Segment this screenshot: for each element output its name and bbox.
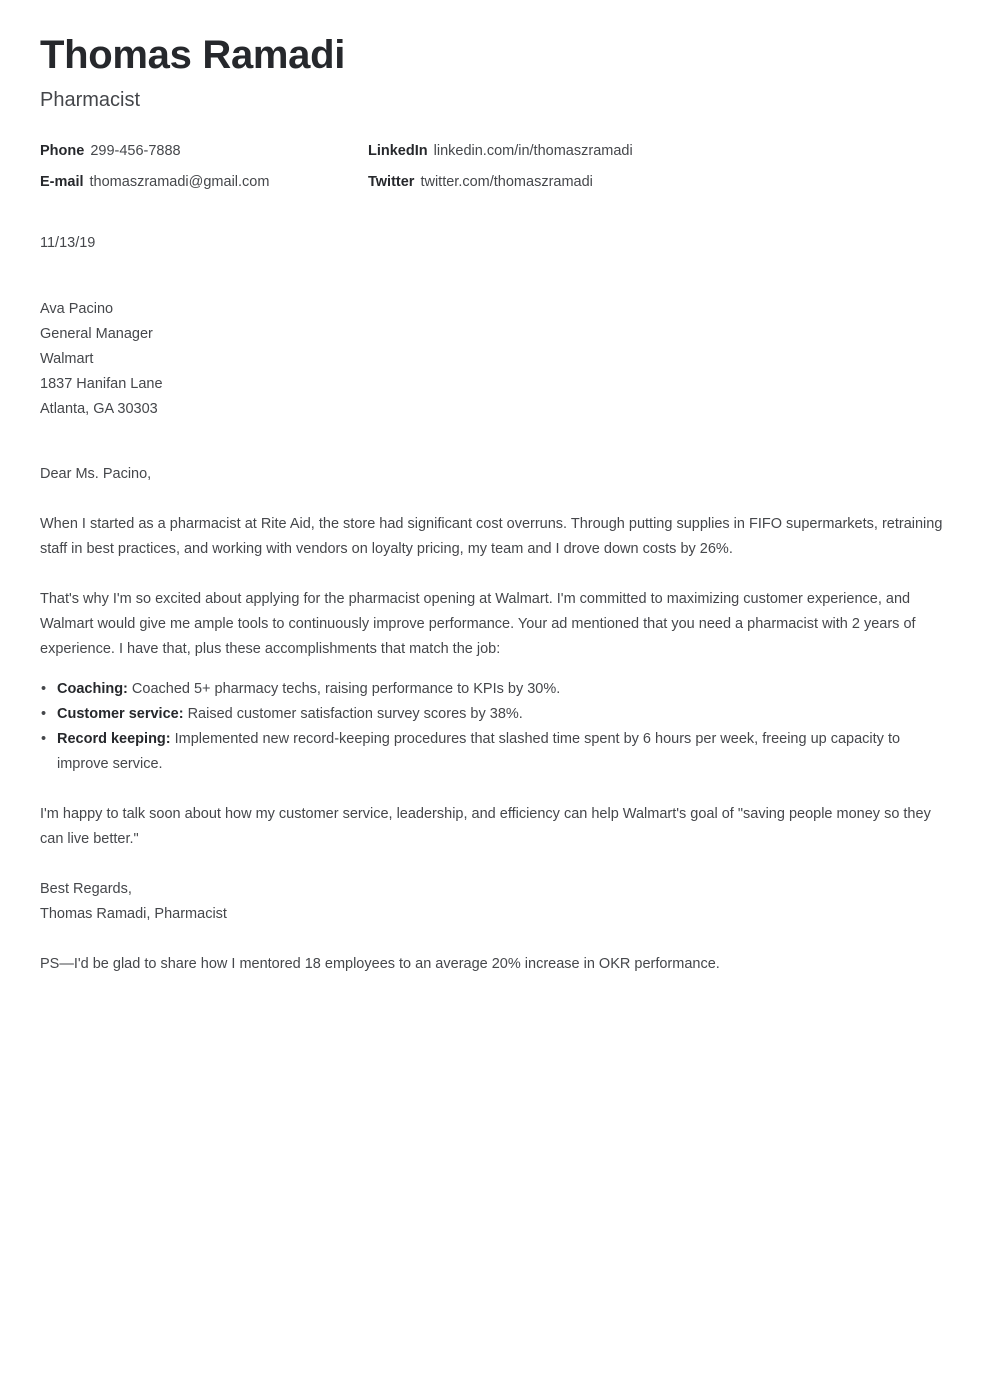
sign-off: Best Regards, xyxy=(40,880,132,897)
recipient-address xyxy=(40,297,950,422)
list-item xyxy=(40,702,950,727)
contact-email xyxy=(40,173,368,192)
contact-details xyxy=(40,142,950,192)
contact-twitter-label: Twitter xyxy=(368,173,415,190)
signature: Thomas Ramadi, Pharmacist xyxy=(40,905,227,922)
recipient-city-state-zip: Atlanta, GA 30303 xyxy=(40,401,158,418)
letter-date: 11/13/19 xyxy=(40,235,96,252)
postscript: PS—I'd be glad to share how I mentored 18 employees to an average 20% increase in OKR performance. xyxy=(40,955,720,972)
contact-linkedin-label: LinkedIn xyxy=(368,142,428,159)
recipient-title: General Manager xyxy=(40,326,153,343)
contact-phone-label: Phone xyxy=(40,142,85,159)
bullet-label: Coaching: xyxy=(57,680,128,697)
bullet-text: Coached 5+ pharmacy techs, raising performance to KPIs by 30%. xyxy=(131,680,561,697)
bullet-label: Customer service: xyxy=(57,705,184,722)
bullet-label: Record keeping: xyxy=(57,730,171,747)
list-item xyxy=(40,727,950,777)
list-item xyxy=(40,677,950,702)
achievements-list xyxy=(40,677,950,777)
bullet-text: Implemented new record-keeping procedures that slashed time spent by 6 hours per week, freeing up capacity to improve service. xyxy=(57,730,901,772)
letter-closing xyxy=(40,877,950,927)
contact-email-value[interactable]: thomaszramadi@gmail.com xyxy=(89,173,270,190)
job-title: Pharmacist xyxy=(40,88,141,111)
contact-phone xyxy=(40,142,368,161)
letter-body xyxy=(40,233,950,976)
body-paragraph-2: That's why I'm so excited about applying for the pharmacist opening at Walmart. I'm committed to maximizing customer experience, and Walmart would give me ample tools to continuously improve performance. Your ad mentioned that you need a pharmacist with 2 years of experience. I have that, plus these accomplishments that match the job: xyxy=(40,591,916,658)
contact-phone-value: 299-456-7888 xyxy=(90,142,181,159)
body-paragraph-1: When I started as a pharmacist at Rite Aid, the store had significant cost overruns. Through putting supplies in FIFO supermarkets, retraining staff in best practices, and working with vendors on loyalty pricing, my team and I drove down costs by 26%. xyxy=(40,516,943,558)
letter-header xyxy=(40,0,950,112)
salutation: Dear Ms. Pacino, xyxy=(40,466,152,483)
recipient-company: Walmart xyxy=(40,351,94,368)
contact-twitter-value[interactable]: twitter.com/thomaszramadi xyxy=(420,173,593,190)
contact-linkedin xyxy=(368,142,950,161)
page-title: Thomas Ramadi xyxy=(40,33,346,77)
contact-email-label: E-mail xyxy=(40,173,84,190)
bullet-text: Raised customer satisfaction survey scores by 38%. xyxy=(187,705,523,722)
contact-twitter xyxy=(368,173,950,192)
recipient-name: Ava Pacino xyxy=(40,301,114,318)
recipient-street: 1837 Hanifan Lane xyxy=(40,376,163,393)
body-paragraph-3: I'm happy to talk soon about how my customer service, leadership, and efficiency can help Walmart's goal of "saving people money so they can live better." xyxy=(40,805,931,847)
contact-linkedin-value[interactable]: linkedin.com/in/thomaszramadi xyxy=(433,142,633,159)
